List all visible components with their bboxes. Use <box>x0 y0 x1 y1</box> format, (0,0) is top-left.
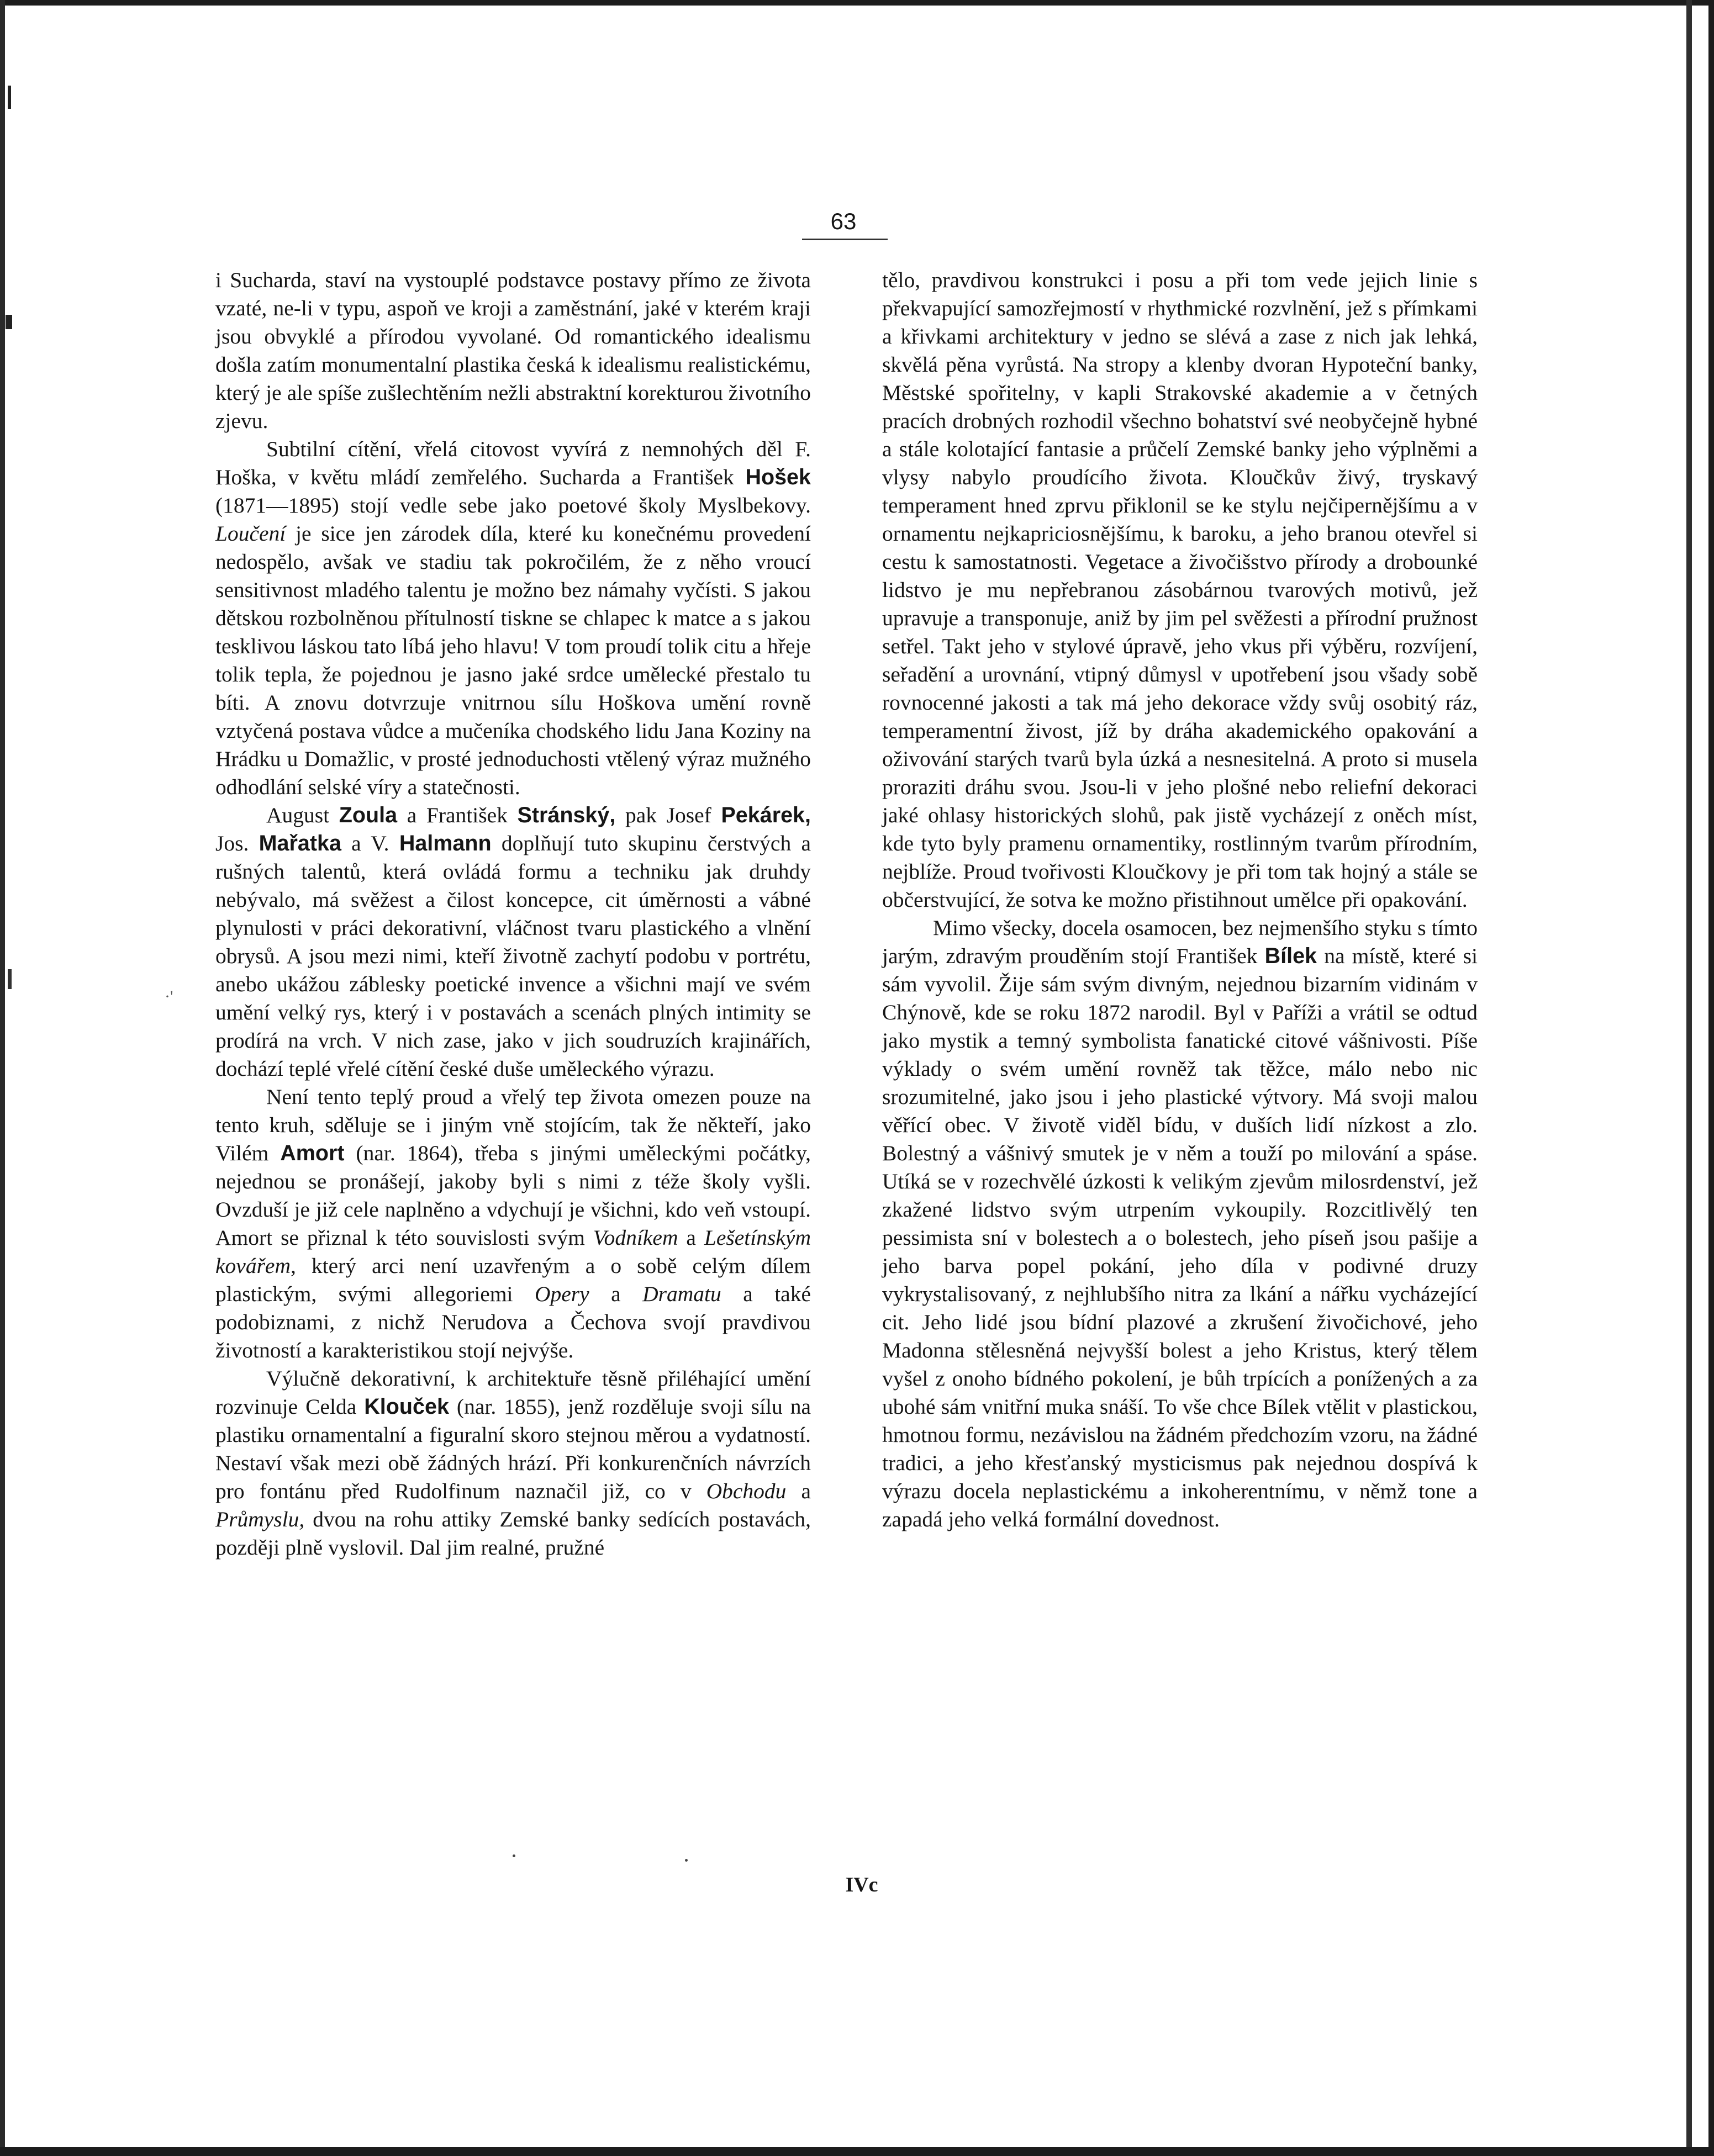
text-run: a František <box>397 803 518 827</box>
artist-name: Zoula <box>339 803 398 827</box>
work-title: Opery <box>534 1282 589 1306</box>
work-title: Lešetínským kovářem, <box>215 1225 811 1278</box>
text-run: a <box>786 1479 811 1503</box>
page-edge-shadow <box>1686 0 1692 2156</box>
paragraph <box>215 435 811 801</box>
text-run: i Sucharda, staví na vystouplé podstavce postavy přímo ze života vzaté, ne-li v typu, aspoň ve kroji a zaměstnání, jaké v kterém kraji jsou obvyklé a přírodou vyvolané. Od romantického idealismu došla zatím monumentalní plastika česká k idealismu realistickému, který je ale spíše zušlechtěním nežli abstraktní korekturou životního zjevu. <box>215 268 811 433</box>
paragraph <box>215 266 811 435</box>
scan-edge-mark <box>8 969 12 989</box>
text-run: dvou na rohu attiky Zemské banky sedících postavách, později plně vyslovil. Dal jim realné, pružné <box>215 1507 811 1560</box>
text-run: je sice jen zárodek díla, které ku konečnému provedení nedospělo, avšak ve stadiu tak pokročilém, že z něho vroucí sensitivnost mladého talentu je možno bez námahy vyčísti. S jakou dětskou rozbolněnou přítulností tiskne se chlapec k matce a s jakou tesklivou láskou tato líbá jeho hlavu! V tom proudí tolik citu a hřeje tolik tepla, že pojednou je jasno jaké srdce umělecké přestalo tu bíti. A znovu dotvrzuje vnitrnou sílu Hoškova umění rovně vztyčená postava vůdce a mučeníka chodského lidu Jana Koziny na Hrádku u Domažlic, v prosté jednoduchosti vtělený výraz mužného odhodlání selské víry a statečnosti. <box>215 521 811 799</box>
artist-name: Hošek <box>745 465 811 489</box>
scan-border-left <box>0 0 5 2156</box>
scan-edge-mark <box>6 315 12 329</box>
text-run: který arci není uzavřeným a o sobě celým dílem plastickým, svými allegoriemi <box>215 1254 811 1306</box>
artist-name: Bílek <box>1264 944 1317 968</box>
artist-name: Halmann <box>399 831 492 855</box>
paragraph <box>215 801 811 1083</box>
work-title: Obchodu <box>706 1479 787 1503</box>
text-run: doplňují tuto skupinu čerstvých a rušných talentů, která ovládá formu a techniku jak druhdy nebývalo, má svěžest a čilost koncepce, cit úměrnosti a vábné plynulosti v práci dekorativní, vláčnost tvaru plastického a vlnění obrysů. A jsou mezi nimi, kteří životně zachytí podobu v portrétu, anebo ukážou záblesky poetické invence a všichni mají ve svém umění velký rys, který i v postavách a scenách plných intimity se prodírá na vrch. V nich zase, jako v jich soudruzích krajinářích, dochází teplé vřelé cítění české duše uměleckého výrazu. <box>215 831 811 1081</box>
text-run: Není tento teplý proud a vřelý tep života omezen pouze na tento kruh, sděluje se i jiným vně stojícím, tak že někteří, jako Vilém <box>215 1085 811 1165</box>
page-number-underline <box>802 239 888 240</box>
text-run: a také podobiznami, z nichž Nerudova a Čechova svojí pravdivou životností a karakteristikou stojí nejvýše. <box>215 1282 811 1362</box>
text-run: (1871—1895) stojí vedle sebe jako poetové školy Myslbekovy. <box>215 493 811 517</box>
text-run: a <box>678 1225 704 1250</box>
scan-edge-mark <box>8 86 11 109</box>
right-text-column <box>882 266 1478 1534</box>
text-run: na místě, které si sám vyvolil. Žije sám svým divným, nejednou bizarním vidinám v Chýnově, kde se roku 1872 narodil. Byl v Paříži a vrátil se odtud jako mystik a temný symbolista fanatické citové vášnivosti. Píše výklady o svém umění rovněž tak těžce, málo nebo nic srozumitelné, jako jsou i jeho plastické výtvory. Má svoji malou věřící obec. V životě viděl bídu, v duších lidí nízkost a zlo. Bolestný a vášnivý smutek je v něm a touží po milování a spáse. Utíká se v rozechvělé úzkosti k velikým zjevům milosrdenství, jež zkažené lidstvo svým utrpením vykoupily. Rozcitlivělý ten pessimista sní v bolestech a o bolestech, jeho píseň jsou pašije a jeho barva popel pokání, jeho díla v podivné druzy vykrystalisovaný, z nejhlubšího nitra za lkání a nářku vycházející cit. Jeho lidé jsou bídní plazové a zkrušení živočichové, jeho Madonna stělesněná nejvyšší bolest a jeho Kristus, který tělem vyšel z onoho bídného pokolení, je bůh trpících a ponížených a za ubohé sám vnitřní muka snáší. To vše chce Bílek vtělit v plastickou, hmotnou formu, nezávislou na žádném předchozím vzoru, na žádné tradici, a jeho křesťanský mysticismus pak nejednou dospívá k výrazu docela neplastickému a inkoherentnímu, v němž tone a zapadá jeho velká formální dovednost. <box>882 944 1478 1531</box>
paragraph <box>882 266 1478 914</box>
artist-name: Pekárek, <box>721 803 811 827</box>
scan-speck <box>685 1859 688 1862</box>
text-run: a <box>589 1282 643 1306</box>
text-run: (nar. 1855), jenž rozděluje svoji sílu na plastiku ornamentalní a figuralní skoro stejnou měrou a vydatností. Nestaví však mezi obě žádných hrází. Při konkurenčních návrzích pro fontánu před Rudolfinum naznačil již, co v <box>215 1394 811 1503</box>
text-run: Výlučně dekorativní, k architektuře těsně přiléhající umění rozvinuje Celda <box>215 1366 811 1419</box>
paragraph <box>215 1083 811 1365</box>
signature-mark: IVc <box>845 1873 878 1896</box>
text-run: (nar. 1864), třeba s jinými uměleckými počátky, nejednou se pronášejí, jakoby byli s nimi z téže školy vyšli. Ovzduší je již cele naplněno a vdychují je všichni, kdo veň vstoupí. Amort se přiznal k této souvislosti svým <box>215 1141 811 1250</box>
margin-note: ·' <box>165 987 173 1006</box>
text-run: pak Josef <box>615 803 721 827</box>
scan-border-bottom <box>0 2147 1714 2156</box>
work-title: Průmyslu, <box>215 1507 305 1531</box>
left-text-column <box>215 266 811 1562</box>
text-run: Subtilní cítění, vřelá citovost vyvírá z nemnohých děl F. Hoška, v květu mládí zemřelého. Sucharda a František <box>215 437 811 489</box>
artist-name: Klouček <box>364 1394 449 1419</box>
paragraph <box>882 914 1478 1534</box>
work-title: Vodníkem <box>593 1225 678 1250</box>
page-number: 63 <box>830 208 857 234</box>
text-run: August <box>266 803 339 827</box>
work-title: Loučení <box>215 521 286 546</box>
scan-speck <box>513 1854 515 1857</box>
artist-name: Mařatka <box>259 831 341 855</box>
text-run: tělo, pravdivou konstrukci i posu a při tom vede jejich linie s překvapující samozřejmostí v rhythmické rozvlnění, jež s přímkami a křivkami architektury v jedno se slévá a zase z nich jak lehká, skvělá pěna vyrůstá. Na stropy a klenby dvoran Hypoteční banky, Městské spořitelny, v kapli Strakovské akademie a v četných pracích drobných rozhodil všechno bohatství své neobyčejně hybné a stále kolotající fantasie a průčelí Zemské banky jeho výplněmi a vlysy nabylo proudícího života. Kloučkův živý, tryskavý temperament hned zprvu přiklonil se ke stylu nejčipernějšímu a v ornamentu nejkapriciosnějšímu, k baroku, a jeho branou otevřel si cestu k samostatnosti. Vegetace a živočišstvo přírody a drobounké lidstvo je mu nepřebranou zásobárnou tvarových motivů, jež upravuje a transponuje, aniž by jim pel svěžesti a přírodní pružnost setřel. Takt jeho v stylové úpravě, jeho vkus při výběru, rozvíjení, seřadění a urovnání, vtipný důmysl v upotřebení jsou všady sobě rovnocenné jakosti a tak má jeho dekorace vždy svůj osobitý ráz, temperamentní živost, jíž by dráha akademického opakování a oživování starých tvarů byla úzká a nesnesitelná. A proto si musela proraziti dráhu svou. Jsou-li v jeho plošné nebo reliefní dekoraci jaké ohlasy historických slohů, pak jistě vycházejí z oněch míst, kde tyto byly pramenu ornamentiky, rostlinným tvarům přírodním, nejblíže. Proud tvořivosti Kloučkovy je při tom tak hojný a stále se občerstvující, že sotva ke možno přistihnout umělce při opakování. <box>882 268 1478 912</box>
artist-name: Stránský, <box>517 803 616 827</box>
paragraph <box>215 1365 811 1562</box>
text-run: Jos. <box>215 831 259 855</box>
text-run: a V. <box>341 831 399 855</box>
scan-border-top <box>0 0 1714 6</box>
text-run: Mimo všecky, docela osamocen, bez nejmenšího styku s tímto jarým, zdravým prouděním stojí František <box>882 916 1478 968</box>
scan-border-right <box>1708 0 1714 2156</box>
artist-name: Amort <box>280 1141 345 1165</box>
work-title: Dramatu <box>642 1282 721 1306</box>
